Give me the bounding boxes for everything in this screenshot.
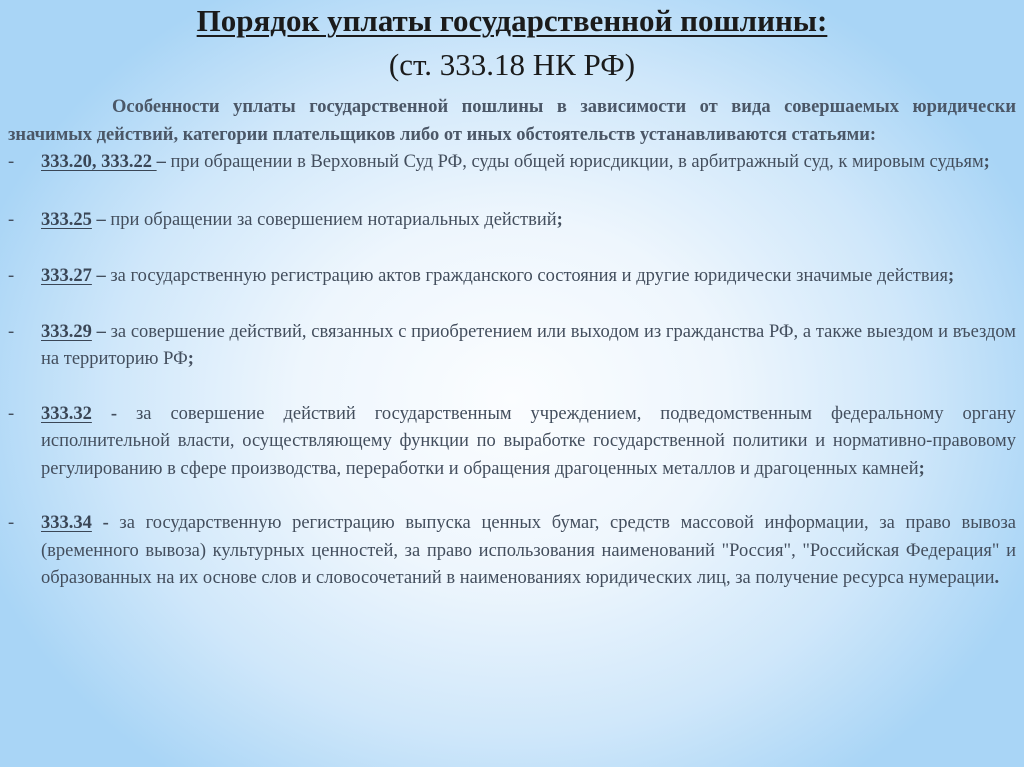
item-text: за совершение действий государственным учреждением, подведомственным федеральному органу исполнительной власти, осуществляющему функции по выработке государственной политики и нормативно-правовому регулированию в сфере производства, переработки и обращения драгоценных металлов и драгоценных камней: [41, 403, 1017, 479]
article-number: 333.29: [41, 321, 92, 342]
list-item: [8, 149, 1016, 177]
slide-subtitle: (ст. 333.18 НК РФ): [388, 47, 636, 82]
bullet-dash: -: [8, 209, 15, 230]
item-end: .: [994, 568, 1000, 588]
separator: -: [110, 403, 118, 424]
bullet-dash: -: [8, 321, 15, 342]
bullet-dash: -: [8, 513, 15, 533]
list-item: [8, 319, 1016, 374]
list-item: [8, 401, 1016, 484]
item-end: ;: [187, 349, 194, 369]
separator: –: [96, 209, 106, 230]
article-number: 333.34: [41, 513, 92, 533]
separator: –: [156, 152, 166, 172]
bullet-dash: -: [8, 266, 15, 286]
article-number: 333.20, 333.22: [41, 152, 157, 172]
item-end: ;: [983, 152, 990, 172]
separator: –: [96, 266, 106, 286]
bullet-dash: -: [8, 152, 15, 172]
item-end: ;: [918, 458, 925, 479]
item-text: за государственную регистрацию выпуска ценных бумаг, средств массовой информации, за право вывоза (временного вывоза) культурных ценностей, за право использования наименований "Россия", "Российская Федерация" и образованных на их основе слов и словосочетаний в наименованиях юридических лиц, за получение ресурса нумерации: [41, 513, 1016, 588]
separator: -: [102, 513, 109, 533]
item-text: за государственную регистрацию актов гражданского состояния и другие юридически значимые действия: [105, 266, 949, 286]
item-end: ;: [556, 209, 563, 230]
intro-paragraph: Особенности уплаты государственной пошлины в зависимости от вида совершаемых юридически значимых действий, категории плательщиков либо от иных обстоятельств устанавливаются статьями:: [8, 97, 1016, 145]
slide-title-text: Порядок уплаты государственной пошлины:: [196, 3, 828, 38]
article-number: 333.27: [41, 266, 92, 286]
item-text: за совершение действий, связанных с приобретением или выходом из гражданства РФ, а также выездом и въездом на территорию РФ: [41, 321, 1017, 369]
bullet-dash: -: [8, 403, 15, 424]
list-item: [8, 510, 1016, 593]
item-end: ;: [948, 266, 955, 286]
separator: –: [96, 321, 106, 342]
list-item: [8, 263, 1016, 291]
list-item: [8, 207, 1016, 235]
item-text: при обращении за совершением нотариальных действий: [105, 209, 557, 230]
item-text: при обращении в Верховный Суд РФ, суды общей юрисдикции, в арбитражный суд, к мировым судьям: [165, 152, 984, 172]
article-number: 333.25: [41, 209, 92, 230]
slide-title: [0, 2, 1024, 40]
slide-content: [8, 94, 1016, 593]
article-number: 333.32: [41, 403, 92, 424]
